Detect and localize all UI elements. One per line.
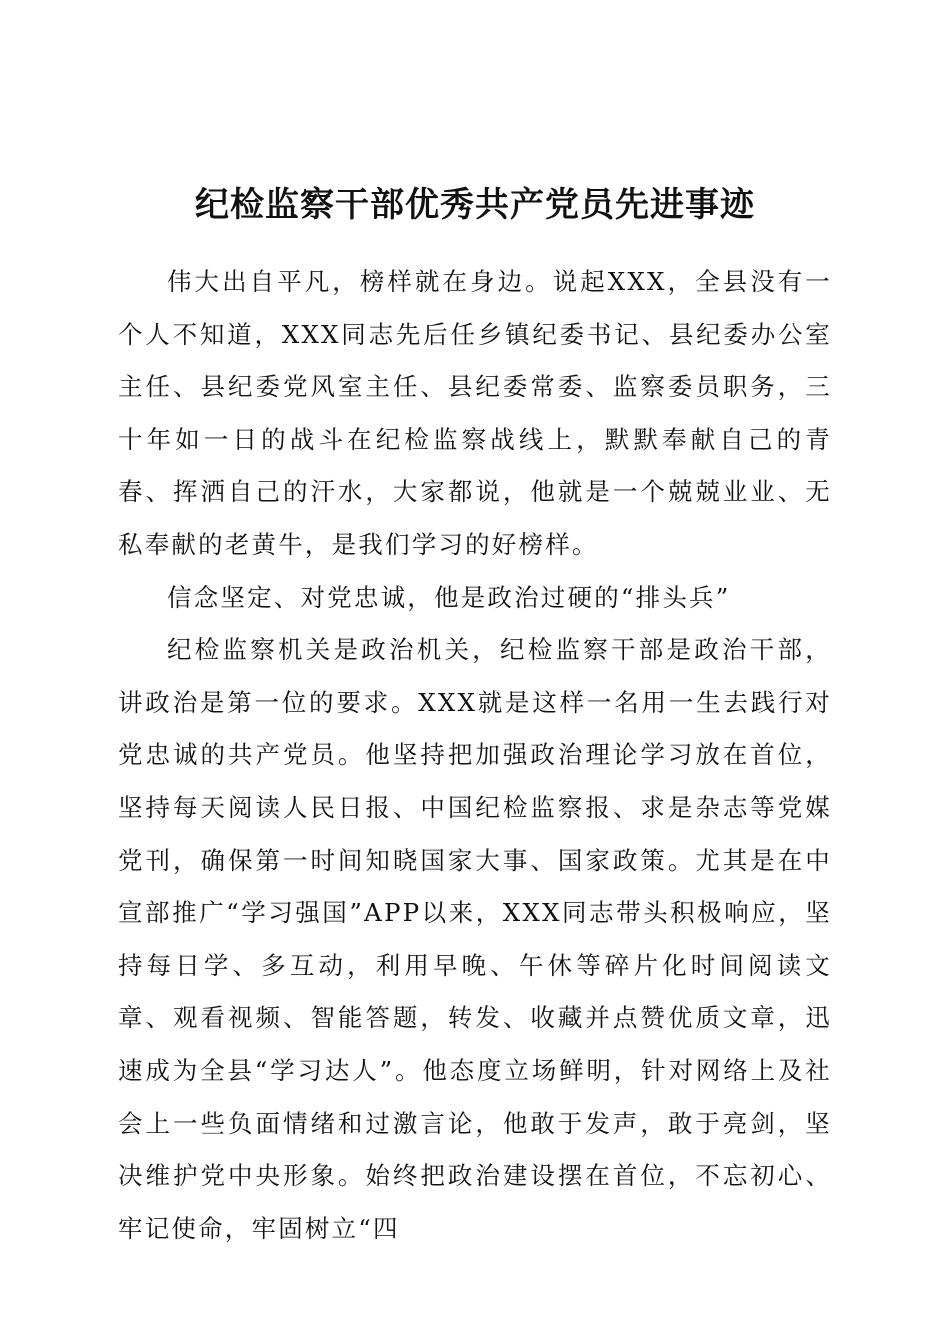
- section-heading: 信念坚定、对党忠诚，他是政治过硬的“排头兵”: [167, 582, 731, 612]
- document-title: 纪检监察干部优秀共产党员先进事迹: [195, 185, 755, 225]
- document-body: [118, 256, 832, 1255]
- paragraph-intro: 伟大出自平凡，榜样就在身边。说起XXX，全县没有一个人不知道，XXX同志先后任乡镇纪委书记、县纪委办公室主任、县纪委党风室主任、县纪委常委、监察委员职务，三十年如一日的战斗在纪检监察战线上，默默奉献自己的青春、挥洒自己的汗水，大家都说，他就是一个兢兢业业、无私奉献的老黄牛，是我们学习的好榜样。: [118, 267, 832, 559]
- paragraph-political: 纪检监察机关是政治机关，纪检监察干部是政治干部，讲政治是第一位的要求。XXX就是这样一名用一生去践行对党忠诚的共产党员。他坚持把加强政治理论学习放在首位，坚持每天阅读人民日报、中国纪检监察报、求是杂志等党媒党刊，确保第一时间知晓国家大事、国家政策。尤其是在中宣部推广“学习强国”APP以来，XXX同志带头积极响应，坚持每日学、多互动，利用早晚、午休等碎片化时间阅读文章、观看视频、智能答题，转发、收藏并点赞优质文章，迅速成为全县“学习达人”。他态度立场鲜明，针对网络上及社会上一些负面情绪和过激言论，他敢于发声，敢于亮剑，坚决维护党中央形象。始终把政治建设摆在首位，不忘初心、牢记使命，牢固树立“四: [118, 635, 832, 1243]
